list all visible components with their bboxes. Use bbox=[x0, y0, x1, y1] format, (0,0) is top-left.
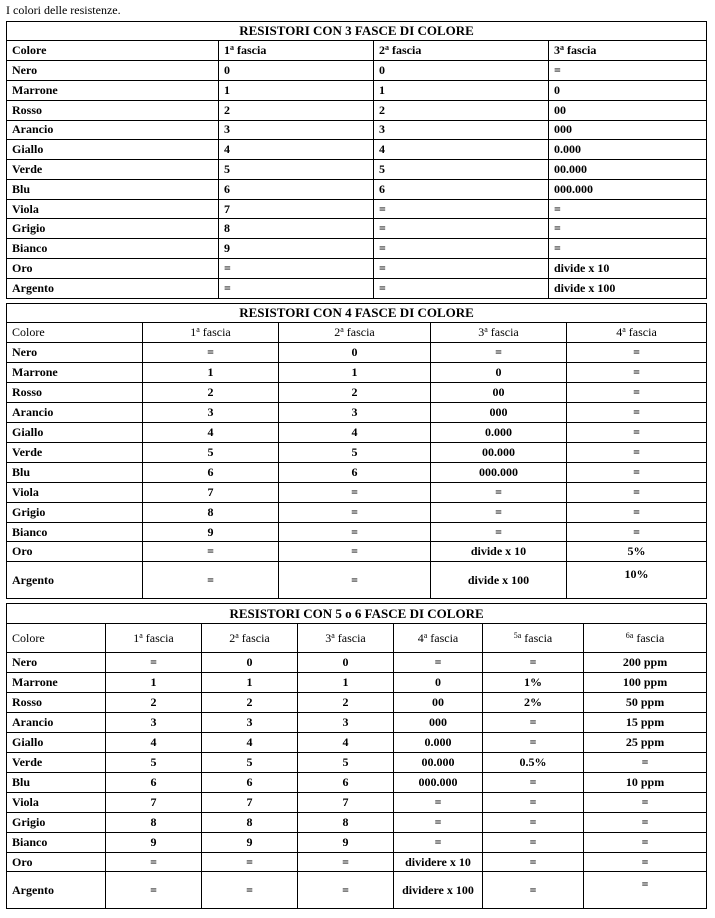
header-text: Colore bbox=[12, 630, 45, 645]
page-caption: I colori delle resistenze. bbox=[6, 3, 121, 17]
value-cell: = bbox=[567, 482, 707, 502]
header-text: 1 bbox=[224, 43, 230, 58]
value-cell: = bbox=[584, 752, 707, 772]
column-header bbox=[143, 323, 279, 343]
value-cell: = bbox=[431, 482, 567, 502]
header-text: 1 bbox=[133, 630, 140, 645]
table-row bbox=[7, 219, 707, 239]
table-row bbox=[7, 542, 707, 562]
value-cell: 0 bbox=[219, 61, 374, 81]
value-cell: = bbox=[106, 872, 202, 909]
value-cell: = bbox=[567, 343, 707, 363]
value-cell: = bbox=[202, 872, 298, 909]
header-ordinal: a bbox=[484, 325, 488, 335]
color-name-cell: Rosso bbox=[7, 693, 106, 713]
color-name-cell: Bianco bbox=[7, 239, 219, 259]
value-cell: = bbox=[567, 363, 707, 383]
table-title: RESISTORI CON 4 FASCE DI COLORE bbox=[7, 304, 707, 323]
value-cell: 9 bbox=[298, 832, 394, 852]
column-header bbox=[567, 323, 707, 343]
value-cell: = bbox=[298, 852, 394, 872]
value-cell: 6 bbox=[106, 772, 202, 792]
value-cell: = bbox=[374, 219, 549, 239]
table-row bbox=[7, 403, 707, 423]
color-name-cell: Marrone bbox=[7, 673, 106, 693]
value-cell: 00 bbox=[431, 383, 567, 403]
table-row bbox=[7, 278, 707, 298]
value-cell: 7 bbox=[106, 792, 202, 812]
value-cell: = bbox=[202, 852, 298, 872]
header-text: fascia bbox=[142, 630, 174, 645]
value-cell: = bbox=[567, 522, 707, 542]
color-name-cell: Blu bbox=[7, 772, 106, 792]
table-row bbox=[7, 140, 707, 160]
color-name-cell: Arancio bbox=[7, 403, 143, 423]
header-row bbox=[7, 624, 707, 653]
value-cell: 5 bbox=[279, 442, 431, 462]
value-cell: = bbox=[298, 872, 394, 909]
value-cell: 2 bbox=[219, 100, 374, 120]
value-cell: 1 bbox=[298, 673, 394, 693]
value-cell: 0 bbox=[431, 363, 567, 383]
table-row bbox=[7, 160, 707, 180]
header-row bbox=[7, 323, 707, 343]
value-cell: = bbox=[143, 343, 279, 363]
value-cell: 5 bbox=[106, 752, 202, 772]
table-row bbox=[7, 422, 707, 442]
color-name-cell: Grigio bbox=[7, 219, 219, 239]
value-cell: = bbox=[584, 852, 707, 872]
value-cell: 0.000 bbox=[394, 733, 483, 753]
value-cell: 5 bbox=[298, 752, 394, 772]
value-cell: 5 bbox=[202, 752, 298, 772]
value-cell: 0 bbox=[279, 343, 431, 363]
value-cell: = bbox=[567, 403, 707, 423]
header-ordinal: a bbox=[560, 43, 564, 53]
value-cell: = bbox=[584, 832, 707, 852]
value-cell: 7 bbox=[143, 482, 279, 502]
header-ordinal: a bbox=[423, 630, 428, 640]
value-cell: 4 bbox=[219, 140, 374, 160]
value-cell: = bbox=[584, 872, 707, 909]
value-cell: 0.000 bbox=[431, 422, 567, 442]
color-name-cell: Marrone bbox=[7, 363, 143, 383]
value-cell: 10% bbox=[567, 562, 707, 599]
header-ordinal: a bbox=[235, 630, 239, 640]
value-cell: 3 bbox=[298, 713, 394, 733]
header-ordinal: a bbox=[331, 630, 335, 640]
header-text: fascia bbox=[343, 325, 375, 340]
table-4-bands bbox=[6, 303, 707, 599]
value-cell: = bbox=[219, 259, 374, 279]
color-name-cell: Grigio bbox=[7, 812, 106, 832]
header-text: fascia bbox=[427, 630, 459, 645]
column-header bbox=[431, 323, 567, 343]
value-cell: 100 ppm bbox=[584, 673, 707, 693]
value-cell: = bbox=[483, 852, 584, 872]
value-cell: = bbox=[549, 199, 707, 219]
value-cell: 10 ppm bbox=[584, 772, 707, 792]
table-row bbox=[7, 199, 707, 219]
table-row bbox=[7, 852, 707, 872]
value-cell: 4 bbox=[279, 422, 431, 442]
value-cell: 8 bbox=[106, 812, 202, 832]
value-cell: = bbox=[483, 812, 584, 832]
value-cell: 8 bbox=[202, 812, 298, 832]
color-name-cell: Oro bbox=[7, 542, 143, 562]
header-text: fascia bbox=[238, 630, 270, 645]
table-row bbox=[7, 61, 707, 81]
value-cell: 4 bbox=[202, 733, 298, 753]
value-cell: 3 bbox=[143, 403, 279, 423]
value-cell: 200 ppm bbox=[584, 653, 707, 673]
color-name-cell: Blu bbox=[7, 179, 219, 199]
value-cell: = bbox=[483, 872, 584, 909]
table-row bbox=[7, 442, 707, 462]
value-cell: 3 bbox=[202, 713, 298, 733]
value-cell: 5 bbox=[219, 160, 374, 180]
table-row bbox=[7, 482, 707, 502]
header-row bbox=[7, 41, 707, 61]
value-cell: 0.000 bbox=[549, 140, 707, 160]
value-cell: 0 bbox=[298, 653, 394, 673]
table-row bbox=[7, 693, 707, 713]
value-cell: 2 bbox=[374, 100, 549, 120]
value-cell: = bbox=[549, 61, 707, 81]
value-cell: = bbox=[483, 653, 584, 673]
color-name-cell: Viola bbox=[7, 482, 143, 502]
value-cell: 000.000 bbox=[549, 179, 707, 199]
table-title: RESISTORI CON 5 o 6 FASCE DI COLORE bbox=[7, 604, 707, 624]
color-name-cell: Verde bbox=[7, 442, 143, 462]
table-row bbox=[7, 239, 707, 259]
value-cell: = bbox=[567, 422, 707, 442]
value-cell: = bbox=[143, 542, 279, 562]
value-cell: = bbox=[219, 278, 374, 298]
header-text: 3 bbox=[554, 43, 560, 58]
value-cell: 000.000 bbox=[394, 772, 483, 792]
header-text: fascia bbox=[334, 630, 366, 645]
header-ordinal: 6a bbox=[625, 630, 634, 640]
header-text: 2 bbox=[334, 325, 341, 340]
color-name-cell: Oro bbox=[7, 259, 219, 279]
value-cell: = bbox=[394, 812, 483, 832]
color-name-cell: Argento bbox=[7, 562, 143, 599]
value-cell: = bbox=[279, 482, 431, 502]
color-name-cell: Argento bbox=[7, 872, 106, 909]
color-name-cell: Oro bbox=[7, 852, 106, 872]
value-cell: 6 bbox=[202, 772, 298, 792]
value-cell: 15 ppm bbox=[584, 713, 707, 733]
header-text: fascia bbox=[521, 630, 553, 645]
value-cell: 1 bbox=[219, 80, 374, 100]
value-cell: = bbox=[143, 562, 279, 599]
table-title: RESISTORI CON 3 FASCE DI COLORE bbox=[7, 22, 707, 41]
value-cell: = bbox=[106, 852, 202, 872]
value-cell: = bbox=[431, 502, 567, 522]
header-text: fascia bbox=[234, 43, 267, 58]
value-cell: = bbox=[279, 522, 431, 542]
header-text: fascia bbox=[199, 325, 231, 340]
value-cell: 4 bbox=[143, 422, 279, 442]
value-cell: 6 bbox=[298, 772, 394, 792]
color-name-cell: Grigio bbox=[7, 502, 143, 522]
value-cell: 4 bbox=[106, 733, 202, 753]
header-ordinal: a bbox=[622, 325, 626, 335]
value-cell: 6 bbox=[219, 179, 374, 199]
value-cell: = bbox=[549, 239, 707, 259]
table-row bbox=[7, 752, 707, 772]
color-name-cell: Arancio bbox=[7, 713, 106, 733]
color-name-cell: Argento bbox=[7, 278, 219, 298]
color-name-cell: Verde bbox=[7, 752, 106, 772]
table-3-bands bbox=[6, 21, 707, 299]
color-name-cell: Marrone bbox=[7, 80, 219, 100]
header-text: 4 bbox=[417, 630, 424, 645]
value-cell: 9 bbox=[202, 832, 298, 852]
table-row bbox=[7, 772, 707, 792]
table-row bbox=[7, 522, 707, 542]
header-ordinal: a bbox=[139, 630, 143, 640]
value-cell: 1 bbox=[106, 673, 202, 693]
value-cell: = bbox=[567, 502, 707, 522]
column-header bbox=[219, 41, 374, 61]
value-cell: = bbox=[549, 219, 707, 239]
value-cell: = bbox=[374, 259, 549, 279]
value-cell: 1 bbox=[374, 80, 549, 100]
color-name-cell: Bianco bbox=[7, 832, 106, 852]
table-row bbox=[7, 80, 707, 100]
value-cell: 7 bbox=[219, 199, 374, 219]
header-text: 2 bbox=[379, 43, 385, 58]
value-cell: 5 bbox=[143, 442, 279, 462]
table-row bbox=[7, 120, 707, 140]
color-name-cell: Bianco bbox=[7, 522, 143, 542]
column-header bbox=[7, 41, 219, 61]
value-cell: 1 bbox=[143, 363, 279, 383]
column-header bbox=[483, 624, 584, 653]
table-5-6-bands bbox=[6, 603, 707, 909]
value-cell: = bbox=[483, 832, 584, 852]
color-name-cell: Viola bbox=[7, 199, 219, 219]
value-cell: = bbox=[483, 713, 584, 733]
value-cell: 00.000 bbox=[549, 160, 707, 180]
value-cell: divide x 100 bbox=[549, 278, 707, 298]
value-cell: 2% bbox=[483, 693, 584, 713]
column-header bbox=[7, 624, 106, 653]
color-name-cell: Rosso bbox=[7, 383, 143, 403]
value-cell: = bbox=[374, 239, 549, 259]
value-cell: 5% bbox=[567, 542, 707, 562]
value-cell: 0 bbox=[374, 61, 549, 81]
value-cell: = bbox=[394, 653, 483, 673]
column-header bbox=[394, 624, 483, 653]
color-name-cell: Nero bbox=[7, 61, 219, 81]
header-text: 4 bbox=[616, 325, 623, 340]
value-cell: 0 bbox=[202, 653, 298, 673]
header-text: fascia bbox=[389, 43, 422, 58]
table-row bbox=[7, 832, 707, 852]
value-cell: divide x 10 bbox=[431, 542, 567, 562]
value-cell: = bbox=[567, 442, 707, 462]
table-row bbox=[7, 562, 707, 599]
column-header bbox=[374, 41, 549, 61]
value-cell: = bbox=[483, 772, 584, 792]
color-name-cell: Verde bbox=[7, 160, 219, 180]
color-name-cell: Nero bbox=[7, 653, 106, 673]
value-cell: divide x 100 bbox=[431, 562, 567, 599]
value-cell: 00 bbox=[549, 100, 707, 120]
value-cell: = bbox=[374, 278, 549, 298]
value-cell: 4 bbox=[298, 733, 394, 753]
color-name-cell: Viola bbox=[7, 792, 106, 812]
value-cell: 00.000 bbox=[394, 752, 483, 772]
table-row bbox=[7, 343, 707, 363]
header-text: 2 bbox=[229, 630, 236, 645]
column-header bbox=[106, 624, 202, 653]
value-cell: = bbox=[483, 733, 584, 753]
column-header bbox=[279, 323, 431, 343]
value-cell: 25 ppm bbox=[584, 733, 707, 753]
value-cell: 2 bbox=[279, 383, 431, 403]
table-row bbox=[7, 812, 707, 832]
table-row bbox=[7, 259, 707, 279]
value-cell: = bbox=[394, 792, 483, 812]
value-cell: 9 bbox=[143, 522, 279, 542]
header-text: fascia bbox=[625, 325, 657, 340]
column-header bbox=[7, 323, 143, 343]
table-row bbox=[7, 462, 707, 482]
value-cell: = bbox=[279, 542, 431, 562]
value-cell: 3 bbox=[279, 403, 431, 423]
value-cell: = bbox=[584, 812, 707, 832]
table-row bbox=[7, 383, 707, 403]
value-cell: 8 bbox=[143, 502, 279, 522]
value-cell: 7 bbox=[202, 792, 298, 812]
value-cell: dividere x 100 bbox=[394, 872, 483, 909]
value-cell: 00 bbox=[394, 693, 483, 713]
header-text: 1 bbox=[190, 325, 197, 340]
value-cell: 1% bbox=[483, 673, 584, 693]
value-cell: 3 bbox=[106, 713, 202, 733]
table-row bbox=[7, 733, 707, 753]
color-name-cell: Nero bbox=[7, 343, 143, 363]
table-row bbox=[7, 100, 707, 120]
value-cell: = bbox=[106, 653, 202, 673]
value-cell: 2 bbox=[298, 693, 394, 713]
header-ordinal: a bbox=[196, 325, 200, 335]
color-name-cell: Blu bbox=[7, 462, 143, 482]
value-cell: 000.000 bbox=[431, 462, 567, 482]
value-cell: = bbox=[374, 199, 549, 219]
value-cell: = bbox=[279, 502, 431, 522]
header-text: fascia bbox=[487, 325, 519, 340]
table-row bbox=[7, 713, 707, 733]
value-cell: = bbox=[394, 832, 483, 852]
header-ordinal: a bbox=[340, 325, 344, 335]
value-cell: 2 bbox=[106, 693, 202, 713]
value-cell: 6 bbox=[143, 462, 279, 482]
header-text: 3 bbox=[325, 630, 332, 645]
value-cell: = bbox=[567, 383, 707, 403]
value-cell: dividere x 10 bbox=[394, 852, 483, 872]
value-cell: 3 bbox=[374, 120, 549, 140]
table-row bbox=[7, 363, 707, 383]
value-cell: 000 bbox=[431, 403, 567, 423]
table-row bbox=[7, 872, 707, 909]
color-name-cell: Giallo bbox=[7, 422, 143, 442]
value-cell: 6 bbox=[374, 179, 549, 199]
table-row bbox=[7, 673, 707, 693]
value-cell: = bbox=[431, 522, 567, 542]
header-ordinal: a bbox=[230, 43, 234, 53]
table-row bbox=[7, 502, 707, 522]
value-cell: 0 bbox=[549, 80, 707, 100]
header-ordinal: 5a bbox=[513, 630, 522, 640]
value-cell: 9 bbox=[219, 239, 374, 259]
value-cell: 0 bbox=[394, 673, 483, 693]
header-text: fascia bbox=[633, 630, 665, 645]
header-text: fascia bbox=[564, 43, 597, 58]
color-name-cell: Rosso bbox=[7, 100, 219, 120]
header-text: Colore bbox=[12, 43, 47, 58]
value-cell: 6 bbox=[279, 462, 431, 482]
column-header bbox=[584, 624, 707, 653]
color-name-cell: Arancio bbox=[7, 120, 219, 140]
value-cell: 8 bbox=[298, 812, 394, 832]
value-cell: 000 bbox=[549, 120, 707, 140]
value-cell: 2 bbox=[143, 383, 279, 403]
value-cell: = bbox=[567, 462, 707, 482]
header-text: 3 bbox=[478, 325, 485, 340]
table-row bbox=[7, 179, 707, 199]
color-name-cell: Giallo bbox=[7, 140, 219, 160]
value-cell: 4 bbox=[374, 140, 549, 160]
value-cell: divide x 10 bbox=[549, 259, 707, 279]
column-header bbox=[202, 624, 298, 653]
color-name-cell: Giallo bbox=[7, 733, 106, 753]
value-cell: 8 bbox=[219, 219, 374, 239]
value-cell: = bbox=[483, 792, 584, 812]
header-ordinal: a bbox=[385, 43, 389, 53]
column-header bbox=[298, 624, 394, 653]
value-cell: 000 bbox=[394, 713, 483, 733]
value-cell: 7 bbox=[298, 792, 394, 812]
value-cell: = bbox=[431, 343, 567, 363]
value-cell: 0.5% bbox=[483, 752, 584, 772]
value-cell: 00.000 bbox=[431, 442, 567, 462]
value-cell: 9 bbox=[106, 832, 202, 852]
value-cell: 3 bbox=[219, 120, 374, 140]
table-row bbox=[7, 792, 707, 812]
value-cell: 5 bbox=[374, 160, 549, 180]
value-cell: = bbox=[279, 562, 431, 599]
header-text: Colore bbox=[12, 325, 45, 340]
value-cell: 1 bbox=[279, 363, 431, 383]
column-header bbox=[549, 41, 707, 61]
value-cell: 50 ppm bbox=[584, 693, 707, 713]
value-cell: 1 bbox=[202, 673, 298, 693]
value-cell: = bbox=[584, 792, 707, 812]
value-cell: 2 bbox=[202, 693, 298, 713]
table-row bbox=[7, 653, 707, 673]
